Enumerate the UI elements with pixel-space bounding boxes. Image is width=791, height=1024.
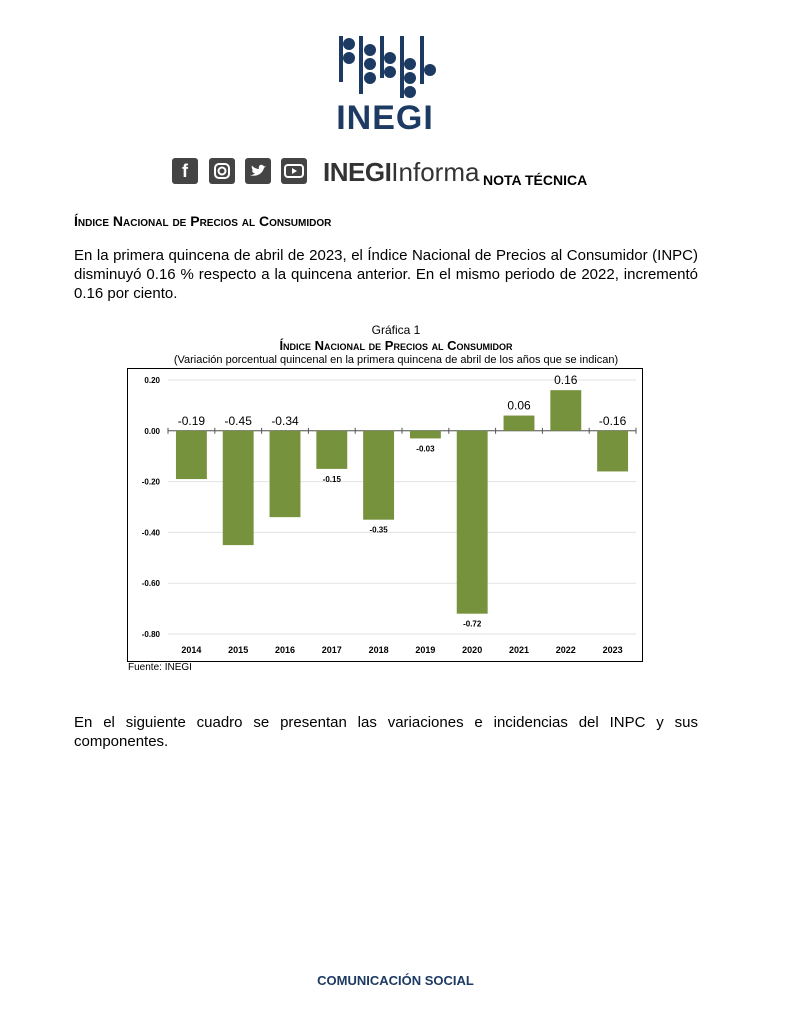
bar (316, 431, 347, 469)
bar (410, 431, 441, 439)
x-tick-label: 2016 (274, 645, 296, 655)
x-tick-label: 2017 (321, 645, 342, 655)
y-tick-label: 0.00 (144, 426, 160, 436)
data-label: -0.15 (322, 474, 341, 484)
x-tick-label: 2019 (415, 645, 436, 655)
data-label: -0.03 (416, 444, 435, 454)
bar (363, 431, 394, 520)
data-label: -0.16 (598, 413, 627, 428)
intro-paragraph: En la primera quincena de abril de 2023, el Índice Nacional de Precios al Consumidor (INPC) disminuyó 0.16 % respecto a la quincena anterior. En el mismo periodo de 2022, incrementó 0.16 por ciento. (74, 247, 698, 302)
x-tick-label: 2020 (462, 645, 483, 655)
chart-title: Índice Nacional de Precios al Consumidor (279, 338, 513, 353)
data-label: -0.34 (271, 413, 299, 428)
chart-caption: Gráfica 1 (371, 323, 421, 337)
y-tick-label: -0.80 (141, 630, 160, 639)
y-tick-label: -0.60 (141, 579, 160, 589)
y-tick-label: -0.20 (141, 477, 160, 487)
facebook-icon[interactable]: f (172, 158, 198, 184)
data-label: -0.35 (369, 525, 388, 535)
bar (457, 431, 488, 614)
bar (550, 390, 581, 431)
bar (597, 431, 628, 472)
closing-paragraph: En el siguiente cuadro se presentan las variaciones e incidencias del INPC y sus componentes. (74, 714, 698, 750)
youtube-icon[interactable] (281, 158, 307, 184)
inegi-logo-text: INEGI (336, 99, 434, 137)
x-tick-label: 2014 (181, 645, 202, 655)
twitter-icon[interactable] (245, 158, 271, 184)
informa-light: Informa (391, 157, 480, 187)
informa-bold: INEGI (323, 157, 392, 187)
chart-source: Fuente: INEGI (128, 662, 192, 673)
data-label: 0.16 (554, 373, 578, 388)
chart-frame (127, 368, 643, 662)
x-tick-label: 2018 (368, 645, 389, 655)
section-title: Índice Nacional de Precios al Consumidor (74, 213, 332, 229)
data-label: -0.45 (224, 413, 252, 428)
x-tick-label: 2021 (508, 645, 530, 655)
data-label: -0.72 (463, 619, 482, 629)
footer-text: COMUNICACIÓN SOCIAL (317, 973, 474, 988)
bar-chart (128, 369, 642, 661)
x-tick-label: 2023 (602, 645, 623, 655)
inegi-logo (330, 34, 440, 138)
inegi-informa-wordmark (323, 157, 479, 187)
data-label: -0.19 (177, 413, 206, 428)
bar (270, 431, 301, 517)
bar (223, 431, 254, 545)
x-tick-label: 2022 (555, 645, 576, 655)
instagram-icon[interactable] (209, 158, 235, 184)
bar (176, 431, 207, 479)
x-tick-label: 2015 (228, 645, 249, 655)
chart-subtitle: (Variación porcentual quincenal en la primera quincena de abril de los años que se indican) (173, 354, 619, 366)
y-tick-label: 0.20 (144, 376, 160, 385)
nota-tecnica-label: NOTA TÉCNICA (483, 172, 588, 188)
y-tick-label: -0.40 (141, 528, 160, 538)
bar (504, 416, 535, 431)
inegi-logo-mark (330, 34, 440, 100)
data-label: 0.06 (507, 398, 531, 413)
